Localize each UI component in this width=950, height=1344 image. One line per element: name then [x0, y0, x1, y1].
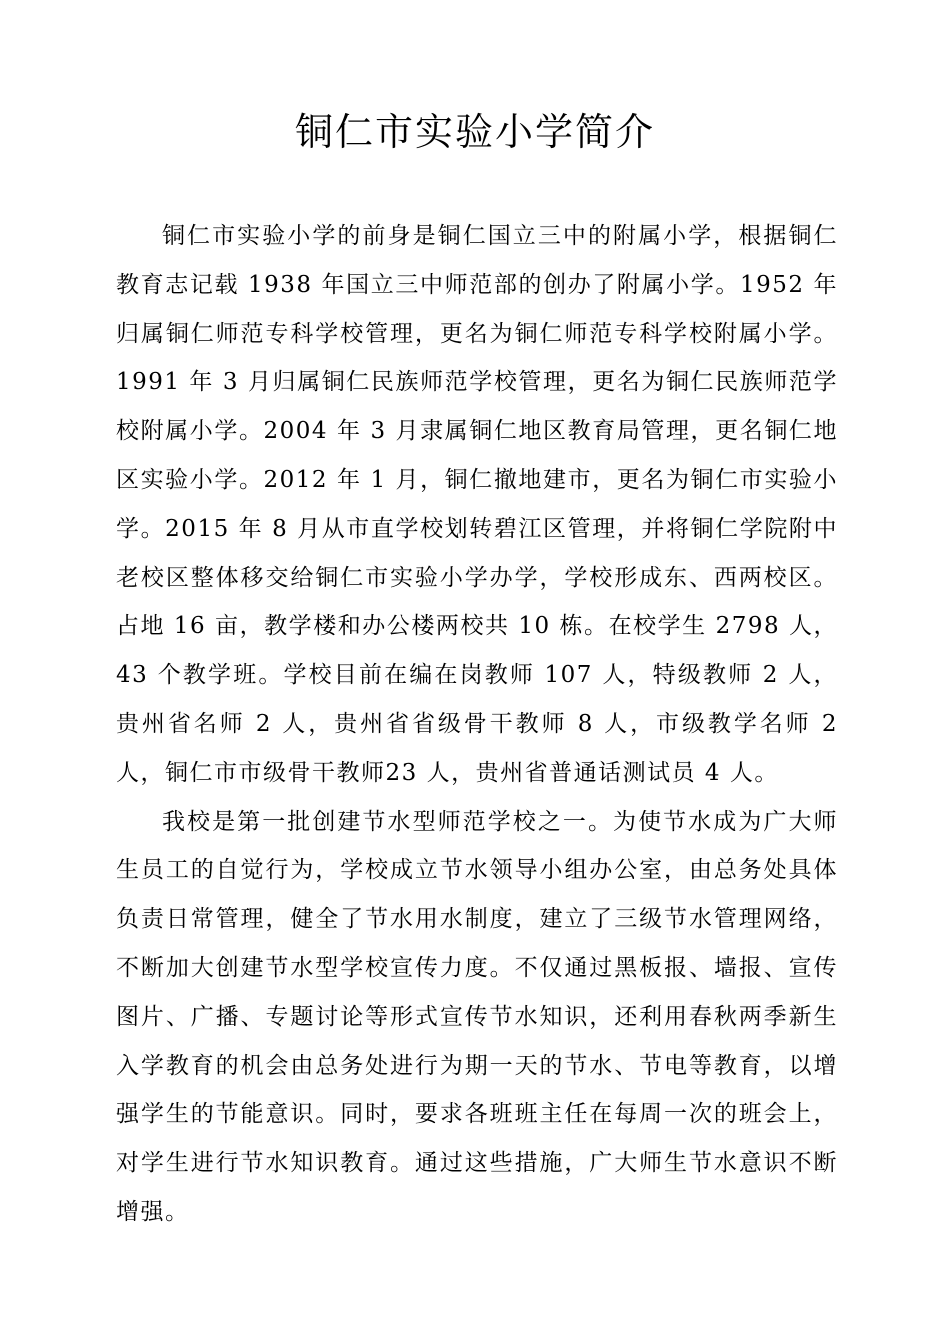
document-title: 铜仁市实验小学简介 [294, 110, 655, 154]
document-body [116, 212, 838, 1237]
paragraph-water-saving: 我校是第一批创建节水型师范学校之一。为使节水成为广大师生员工的自觉行为，学校成立节水领导小组办公室，由总务处具体负责日常管理，健全了节水用水制度，建立了三级节水管理网络，不断加大创建节水型学校宣传力度。不仅通过黑板报、墙报、宣传图片、广播、专题讨论等形式宣传节水知识，还利用春秋两季新生入学教育的机会由总务处进行为期一天的节水、节电等教育，以增强学生的节能意识。同时，要求各班班主任在每周一次的班会上，对学生进行节水知识教育。通过这些措施，广大师生节水意识不断增强。 [116, 808, 838, 1225]
paragraph-school-history: 铜仁市实验小学的前身是铜仁国立三中的附属小学，根据铜仁教育志记载 1938 年国立三中师范部的创办了附属小学。1952 年归属铜仁师范专科学校管理，更名为铜仁师范专科学校附属小学。 1991 年 3 月归属铜仁民族师范学校管理，更名为铜仁民族师范学校附属小学。2004 年 3 月隶属铜仁地区教育局管理，更名铜仁地区实验小学。2012 年 1 月，铜仁撤地建市，更名为铜仁市实验小学。2015 年 8 月从市直学校划转碧江区管理，并将铜仁学院附中老校区整体移交给铜仁市实验小学办学，学校形成东、西两校区。占地 16 亩，教学楼和办公楼两校共 10 栋。在校学生 2798 人，43 个教学班。学校目前在编在岗教师 107 人，特级教师 2 人，贵州省名师 2 人，贵州省省级骨干教师 8 人，市级教学名师 2 人，铜仁市市级骨干教师23 人，贵州省普通话测试员 4 人。 [116, 223, 838, 786]
